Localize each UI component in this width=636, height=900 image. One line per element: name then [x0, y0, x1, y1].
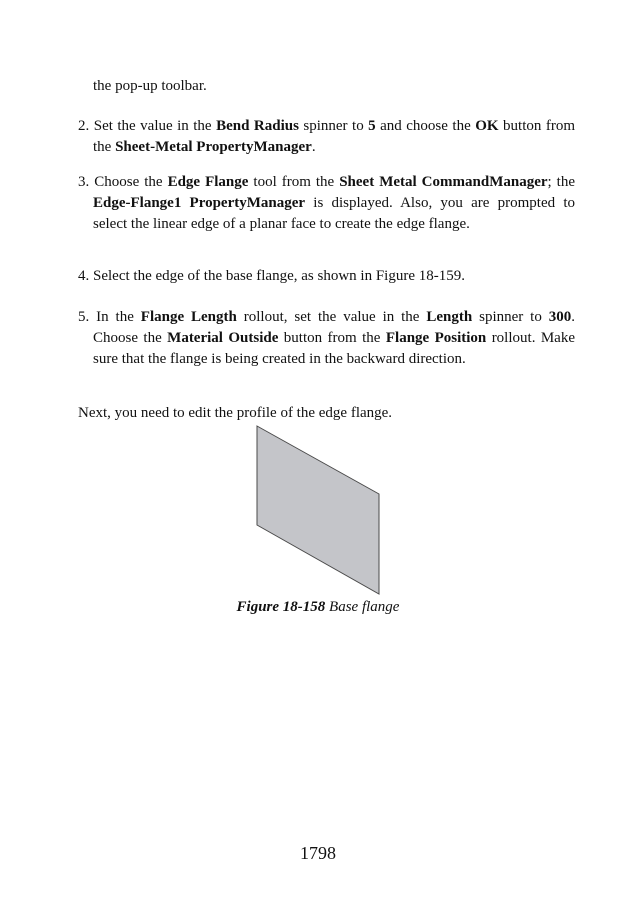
figure-label: Figure 18-158	[236, 599, 326, 615]
step-5-paragraph: 5. In the Flange Length rollout, set the value in the Length spinner to 300. Choose the Material Outside button from the Flange Position rollout. Make sure that the flange is being created in the backward direction.	[78, 309, 576, 367]
figure-title: Base flange	[325, 599, 400, 615]
base-flange-face	[257, 426, 379, 594]
step-2-paragraph: 2. Set the value in the Bend Radius spinner to 5 and choose the OK button from the Sheet-Metal PropertyManager.	[78, 118, 576, 155]
next-paragraph: Next, you need to edit the profile of the edge flange.	[78, 405, 393, 421]
step-3-paragraph: 3. Choose the Edge Flange tool from the Sheet Metal CommandManager; the Edge-Flange1 PropertyManager is displayed. Also, you are prompted to select the linear edge of a planar face to create the edge flange.	[78, 174, 576, 232]
step-4-paragraph: 4. Select the edge of the base flange, as shown in Figure 18-159.	[78, 268, 465, 284]
page-number: 1798	[300, 843, 336, 863]
figure-caption	[0, 597, 636, 618]
base-flange-figure	[254, 423, 384, 597]
paragraph-continuation: the pop-up toolbar.	[93, 78, 207, 94]
